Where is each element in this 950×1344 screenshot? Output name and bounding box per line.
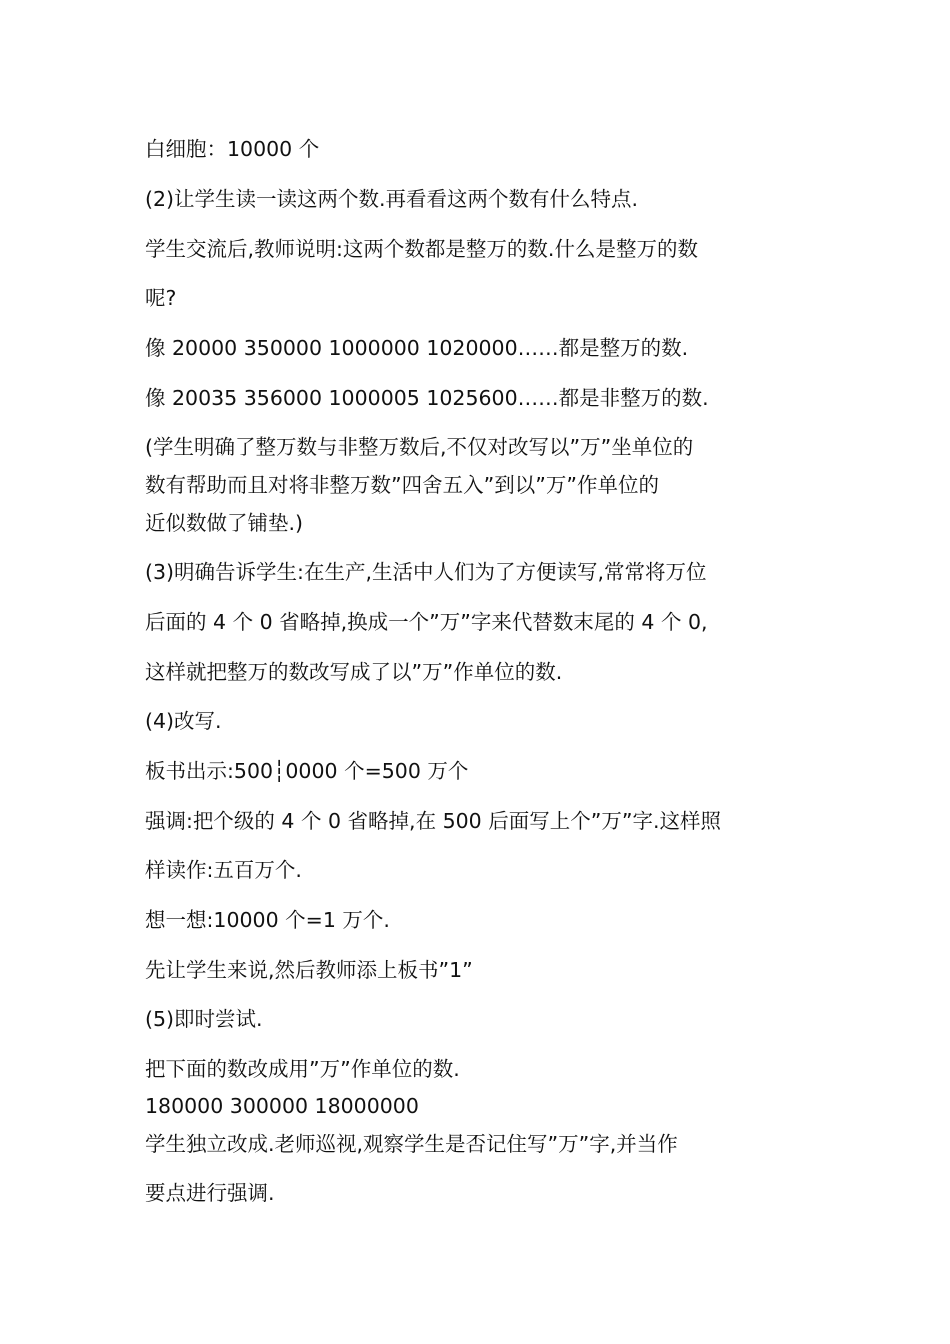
text-line: (4)改写. [145, 709, 222, 733]
text-line: 把下面的数改成用”万”作单位的数. [145, 1057, 460, 1081]
text-line: 像 20035 356000 1000005 1025600……都是非整万的数. [145, 386, 709, 410]
text-line: 样读作:五百万个. [145, 858, 302, 882]
text-line: 近似数做了铺垫.) [145, 511, 304, 535]
text-line: 想一想:10000 个=1 万个. [145, 908, 390, 932]
text-line: 数有帮助而且对将非整万数”四舍五入”到以”万”作单位的 [145, 473, 659, 497]
text-line: 学生独立改成.老师巡视,观察学生是否记住写”万”字,并当作 [145, 1132, 678, 1156]
text-line: 白细胞：10000 个 [145, 137, 320, 161]
text-line: 180000 300000 18000000 [145, 1094, 419, 1118]
text-line: 要点进行强调. [145, 1181, 275, 1205]
text-line: 呢? [145, 286, 177, 310]
text-line: (3)明确告诉学生:在生产,生活中人们为了方便读写,常常将万位 [145, 560, 707, 584]
text-line: 先让学生来说,然后教师添上板书”1” [145, 958, 473, 982]
text-line: 后面的 4 个 0 省略掉,换成一个”万”字来代替数末尾的 4 个 0, [145, 610, 708, 634]
text-line: 学生交流后,教师说明:这两个数都是整万的数.什么是整万的数 [145, 237, 698, 261]
text-line: (2)让学生读一读这两个数.再看看这两个数有什么特点. [145, 187, 639, 211]
text-line: 这样就把整万的数改写成了以”万”作单位的数. [145, 660, 563, 684]
text-line: (5)即时尝试. [145, 1007, 263, 1031]
text-line: 像 20000 350000 1000000 1020000……都是整万的数. [145, 336, 689, 360]
text-line: 板书出示:500┆0000 个=500 万个 [145, 759, 469, 783]
text-line: (学生明确了整万数与非整万数后,不仅对改写以”万”坐单位的 [145, 435, 694, 459]
text-line: 强调:把个级的 4 个 0 省略掉,在 500 后面写上个”万”字.这样照 [145, 809, 721, 833]
